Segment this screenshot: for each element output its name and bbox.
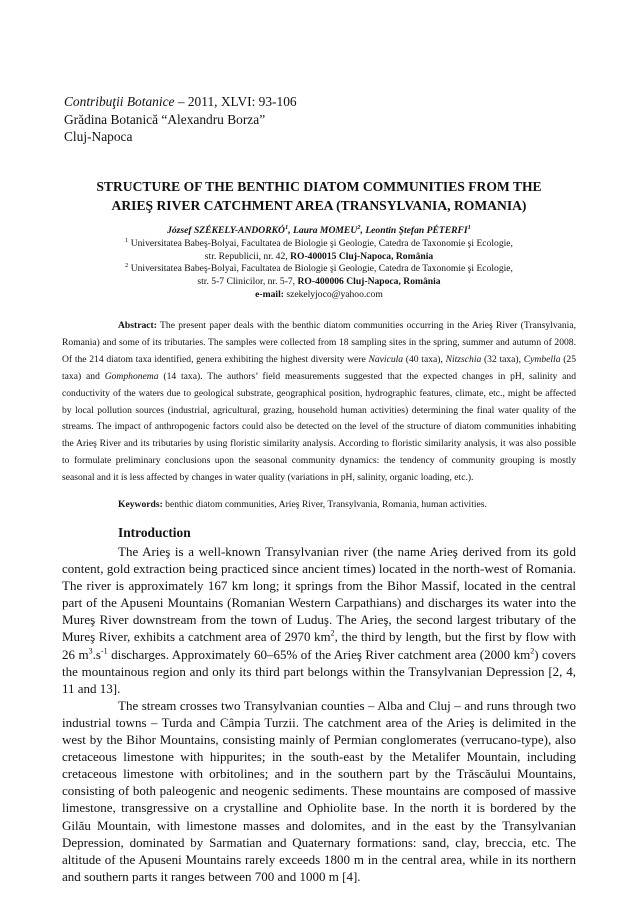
keywords-label: Keywords: — [118, 499, 163, 510]
author-separator: , — [360, 225, 366, 236]
institution-name: Grădina Botanică “Alexandru Borza” — [64, 111, 266, 127]
paragraph-text: ) covers the mountainous region and only its third part belongs within the Transylvanian Depression [2, 4, 11 and 13]. — [62, 646, 576, 696]
introduction-body — [62, 543, 576, 885]
affiliation-2-address — [62, 276, 576, 289]
affiliation-1-street: str. Republicii, nr. 42, — [204, 250, 291, 262]
title-line-1: STRUCTURE OF THE BENTHIC DIATOM COMMUNITIES FROM THE — [96, 179, 542, 194]
author-3-affiliation-mark: 1 — [467, 223, 471, 231]
author-2: Laura MOMEU — [293, 225, 358, 236]
journal-header — [64, 93, 297, 146]
abstract-text: (14 taxa). The authors’ field measurements suggested that the expected changes in pH, salinity and conductivity of the waters due to geological substrate, geographical position, hydrographic features, climate, etc., might be affected by local pollution sources (industrial, agricultural, grazing, household human activities) determining the final water quality of the streams. The impact of anthropogenic factors could also be detected on the level of the structure of diatom communities inhabiting the Arieş River and its tributaries by using floristic similarity analysis. According to floristic similarity analysis, it was also possible to formulate preliminary conclusions upon the seasonal community dynamics: the tendency of community grouping is mostly seasonal and it is less affected by changes in water quality (variations in pH, salinity, organic loading, etc.). — [62, 370, 576, 484]
paragraph-text: The Arieş is a well-known Transylvanian river (the name Arieş derived from its gold content, gold extraction being practiced since ancient times) located in the north-west of Romania. The river is approximately 167 km long; it springs from the Bihor Massif, located in the central part of the Apuseni Mountains (Romanian Western Carpathians) and discharges its water into the Mureş River downstream from the town of Luduş. The Arieş, the second largest tributary of the Mureş River, exhibits a catchment area of 2970 km — [62, 544, 576, 645]
abstract-text: (25 taxa) and — [62, 353, 576, 382]
paper-title — [62, 178, 576, 215]
abstract-text: (32 taxa), — [481, 353, 524, 365]
journal-citation — [64, 93, 297, 111]
abstract — [62, 318, 576, 487]
section-heading-introduction: Introduction — [118, 525, 191, 540]
abstract-text: (40 taxa), — [403, 353, 446, 365]
authors-block — [62, 225, 576, 302]
superscript: 2 — [330, 629, 335, 639]
superscript: 3 — [88, 646, 93, 656]
paragraph-2: The stream crosses two Transylvanian counties – Alba and Cluj – and runs through two industrial towns – Turda and Câmpia Turzii. The catchment area of the Arieş is delimited in the west by the Bihor Mountains, consisting mainly of Permian conglomerates (verrucano-type), also cretaceous limestone with hippurites; in the south-east by the Metalifer Mountain, including cretaceous limestone with orbitolines; and in the southern part by the Trăscăului Mountains, consisting of both paleogenic and neogenic sediments. These mountains are composed of massive limestone, transgressive on a crystalline and Ophiolite base. In the north it is bordered by the Gilău Mountain, with limestone masses and dolomites, and in the east by the Transylvanian Depression, dominated by Sarmatian and Quaternary formations: sand, clay, breccia, etc. The altitude of the Apuseni Mountains rarely exceeds 1800 m in the central area, while in its northern and southern parts it ranges between 700 and 1000 m [4]. — [62, 697, 576, 884]
abstract-text: The present paper deals with the benthic diatom communities occurring in the Arieş River (Transylvania, Romania) and some of its tributaries. The samples were collected from 18 sampling sites in the spring, summer and autumn of 2008. Of the 214 diatom taxa identified, genera exhibiting the highest diversity were — [62, 320, 576, 365]
author-3: Leontin Ştefan PÉTERFI — [365, 225, 468, 236]
paragraph-text: , the third by length, but the first by flow with 26 m — [62, 629, 576, 662]
author-1-affiliation-mark: 1 — [284, 223, 289, 231]
institution-city: Cluj-Napoca — [64, 129, 133, 145]
affiliation-2-postcode: RO-400006 Cluj-Napoca, România — [297, 276, 441, 288]
genus-cymbella: Cymbella — [523, 353, 561, 365]
contact-email — [62, 289, 576, 302]
affiliation-1-address — [62, 251, 576, 264]
superscript: -1 — [100, 646, 108, 656]
affiliation-2-mark: 2 — [125, 262, 129, 270]
paragraph-1 — [62, 543, 576, 697]
email-label: e-mail: — [255, 288, 284, 300]
author-2-affiliation-mark: 2 — [357, 223, 361, 231]
superscript: 2 — [530, 646, 535, 656]
email-address[interactable]: szekelyjoco@yahoo.com — [283, 288, 383, 300]
affiliation-1-text: Universitatea Babeş-Bolyai, Facultatea de Biologie şi Geologie, Catedra de Taxonomie şi Ecologie, — [130, 237, 513, 249]
keywords — [118, 499, 487, 510]
affiliation-2-street: str. 5-7 Clinicilor, nr. 5-7, — [197, 276, 298, 288]
journal-name: Contribuţii Botanice — [64, 94, 175, 109]
affiliation-1-postcode: RO-400015 Cluj-Napoca, România — [290, 250, 434, 262]
genus-nitzschia: Nitzschia — [445, 353, 482, 365]
affiliation-2-text: Universitatea Babeş-Bolyai, Facultatea de Biologie şi Geologie, Catedra de Taxonomie şi Ecologie, — [130, 263, 513, 275]
author-separator: , — [288, 225, 294, 236]
affiliation-1-mark: 1 — [125, 236, 129, 244]
paragraph-text: .s — [92, 646, 101, 662]
author-1: József SZÉKELY-ANDORKÓ — [167, 225, 285, 236]
journal-issue: – 2011, XLVI: 93-106 — [174, 94, 297, 109]
affiliation-1 — [62, 238, 576, 251]
genus-navicula: Navicula — [368, 353, 404, 365]
affiliation-2 — [62, 263, 576, 276]
abstract-label: Abstract: — [118, 320, 157, 331]
title-line-2: ARIEŞ RIVER CATCHMENT AREA (TRANSYLVANIA, ROMANIA) — [111, 197, 527, 213]
keywords-text: benthic diatom communities, Arieş River, Transylvania, Romania, human activities. — [162, 499, 487, 510]
paragraph-text: discharges. Approximately 60–65% of the Arieş River catchment area (2000 km — [107, 646, 531, 662]
genus-gomphonema: Gomphonema — [104, 370, 159, 382]
author-names — [62, 225, 576, 238]
